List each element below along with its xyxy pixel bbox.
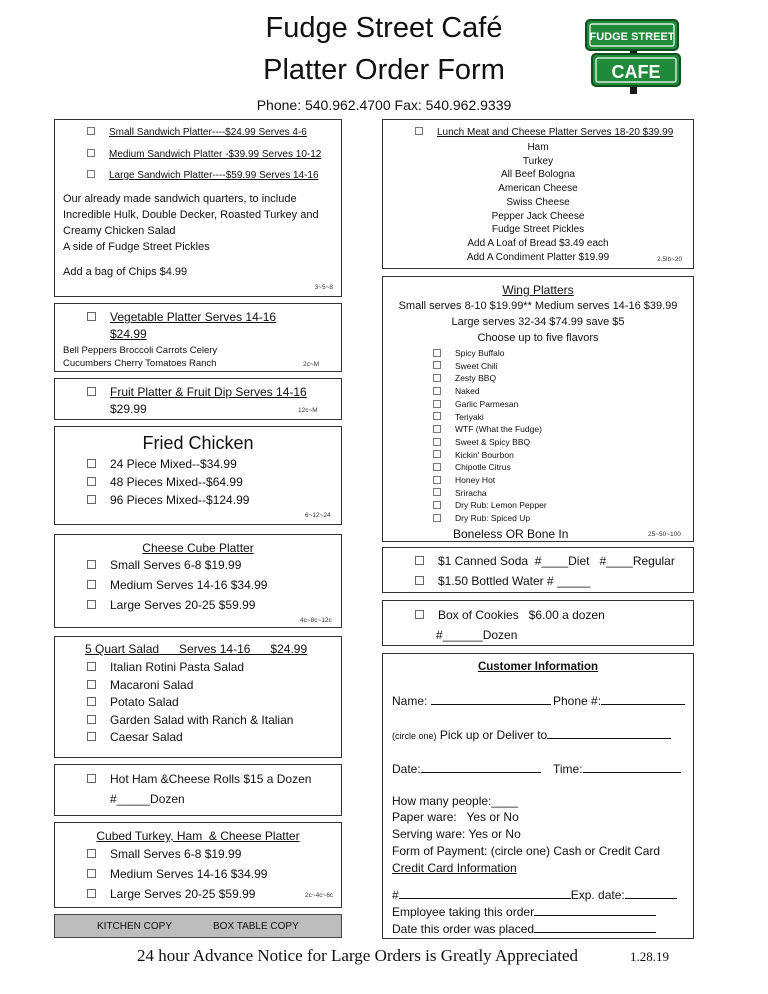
vegetable-contents-2: Cucumbers Cherry Tomatoes Ranch: [63, 358, 217, 369]
fruit-platter-box: [54, 378, 342, 420]
lunch-meat-box: [382, 119, 694, 269]
checkbox[interactable]: [433, 361, 441, 369]
box-table-copy-label: BOX TABLE COPY: [213, 921, 299, 932]
checkbox[interactable]: [87, 715, 96, 724]
checkbox[interactable]: [87, 849, 96, 858]
wings-flavor-note: Choose up to five flavors: [477, 332, 599, 344]
salad-title: 5 Quart Salad Serves 14-16 $24.99: [85, 642, 308, 656]
date-field[interactable]: Date:: [392, 760, 541, 776]
chicken-option[interactable]: 96 Pieces Mixed--$124.99: [87, 493, 249, 507]
fruit-title[interactable]: Fruit Platter & Fruit Dip Serves 14-16: [87, 385, 307, 399]
people-count-field[interactable]: How many people:____: [392, 794, 519, 808]
cheese-option[interactable]: Large Serves 20-25 $59.99: [87, 598, 255, 612]
cookies-option[interactable]: Box of Cookies $6.00 a dozen: [415, 608, 605, 622]
prep-code: 25~50~100: [648, 531, 681, 538]
flavor-option[interactable]: WTF (What the Fudge): [433, 423, 547, 436]
flavor-option[interactable]: Sweet & Spicy BBQ: [433, 436, 547, 449]
cookies-box: [382, 600, 694, 646]
fruit-price: $29.99: [110, 402, 147, 416]
sandwich-platter-box: [54, 119, 342, 297]
vegetable-contents-1: Bell Peppers Broccoli Carrots Celery: [63, 345, 218, 356]
salad-option[interactable]: Garden Salad with Ranch & Italian: [87, 713, 293, 727]
checkbox[interactable]: [87, 459, 96, 468]
lunch-meat-title[interactable]: Lunch Meat and Cheese Platter Serves 18-20 $39.99: [415, 127, 673, 138]
wings-sizes-1: Small serves 8-10 $19.99** Medium serves 14-16 $39.99: [398, 300, 678, 312]
checkbox[interactable]: [415, 127, 423, 135]
checkbox[interactable]: [433, 501, 441, 509]
salad-option[interactable]: Italian Rotini Pasta Salad: [87, 660, 244, 674]
prep-code: 3~5~8: [314, 284, 333, 291]
flavor-option[interactable]: Dry Rub: Lemon Pepper: [433, 499, 547, 512]
chips-addon: Add a bag of Chips $4.99: [63, 266, 188, 278]
boneless-option: Boneless OR Bone In: [453, 527, 569, 541]
time-field[interactable]: Time:: [553, 760, 681, 776]
turkey-option[interactable]: Large Serves 20-25 $59.99: [87, 887, 255, 901]
checkbox[interactable]: [433, 374, 441, 382]
vegetable-platter-box: [54, 303, 342, 372]
card-number-field[interactable]: # Exp. date:: [392, 886, 677, 902]
checkbox[interactable]: [433, 463, 441, 471]
checkbox[interactable]: [87, 732, 96, 741]
logo-text-bottom: CAFE: [611, 62, 661, 82]
drinks-box: [382, 547, 694, 593]
checkbox[interactable]: [87, 697, 96, 706]
customer-info-box: [382, 653, 694, 939]
checkbox[interactable]: [415, 610, 424, 619]
flavor-option[interactable]: Teriyaki: [433, 411, 547, 424]
sandwich-large[interactable]: Large Sandwich Platter----$59.99 Serves 14-16: [87, 170, 319, 181]
flavor-option[interactable]: Spicy Buffalo: [433, 347, 547, 360]
payment-field[interactable]: Form of Payment: (circle one) Cash or Credit Card: [392, 844, 661, 858]
flavor-option[interactable]: Kickin' Bourbon: [433, 449, 547, 462]
checkbox[interactable]: [87, 600, 96, 609]
checkbox[interactable]: [433, 488, 441, 496]
checkbox[interactable]: [433, 425, 441, 433]
checkbox[interactable]: [433, 476, 441, 484]
wings-sizes-2: Large serves 32-34 $74.99 save $5: [451, 316, 625, 328]
pickup-deliver-field[interactable]: (circle one) Pick up or Deliver to: [392, 726, 671, 742]
turkey-option[interactable]: Medium Serves 14-16 $34.99: [87, 867, 267, 881]
checkbox[interactable]: [415, 556, 424, 565]
flavor-option[interactable]: Sweet Chili: [433, 360, 547, 373]
flavor-option[interactable]: Zesty BBQ: [433, 372, 547, 385]
cheese-title: Cheese Cube Platter: [142, 541, 254, 555]
checkbox[interactable]: [87, 495, 96, 504]
salad-option[interactable]: Macaroni Salad: [87, 678, 193, 692]
flavor-option[interactable]: Garlic Parmesan: [433, 398, 547, 411]
checkbox[interactable]: [433, 349, 441, 357]
kitchen-copy-label: KITCHEN COPY: [97, 921, 173, 932]
chicken-option[interactable]: 48 Pieces Mixed--$64.99: [87, 475, 243, 489]
salad-box: [54, 636, 342, 758]
prep-code: 6~12~24: [305, 512, 331, 519]
turkey-title: Cubed Turkey, Ham & Cheese Platter: [96, 829, 300, 843]
checkbox[interactable]: [415, 576, 424, 585]
employee-field[interactable]: Employee taking this order: [392, 903, 656, 919]
checkbox[interactable]: [433, 412, 441, 420]
checkbox[interactable]: [87, 889, 96, 898]
turkey-platter-box: [54, 822, 342, 908]
flavor-option[interactable]: Chipotle Citrus: [433, 461, 547, 474]
lunch-meat-items: Ham Turkey All Beef Bologna American Cheese Swiss Cheese Pepper Jack Cheese Fudge Street Pickles Add A Loaf of Bread $3.49 each Add A Condiment Platter $19.99: [466, 142, 610, 263]
checkbox[interactable]: [87, 580, 96, 589]
sandwich-medium[interactable]: Medium Sandwich Platter -$39.99 Serves 10-12: [87, 149, 321, 160]
prep-code: 12c~M: [298, 407, 318, 414]
wings-title: Wing Platters: [502, 283, 574, 297]
checkbox[interactable]: [87, 312, 96, 321]
rolls-quantity[interactable]: #_____Dozen: [110, 792, 185, 806]
checkbox[interactable]: [433, 450, 441, 458]
prep-code: 4c~8c~12c: [300, 617, 332, 624]
soda-option[interactable]: $1 Canned Soda #____Diet #____Regular: [415, 554, 675, 568]
checkbox[interactable]: [87, 170, 95, 178]
rolls-box: [54, 764, 342, 816]
order-placed-field[interactable]: Date this order was placed: [392, 920, 656, 936]
checkbox[interactable]: [87, 477, 96, 486]
cheese-cube-box: [54, 534, 342, 628]
checkbox[interactable]: [433, 387, 441, 395]
title-line1: Fudge Street Café: [265, 12, 503, 44]
checkbox[interactable]: [87, 662, 96, 671]
phone-fax: Phone: 540.962.4700 Fax: 540.962.9339: [256, 97, 512, 113]
checkbox[interactable]: [87, 127, 95, 135]
title-line2: Platter Order Form: [263, 54, 505, 86]
salad-option[interactable]: Caesar Salad: [87, 730, 183, 744]
checkbox[interactable]: [87, 560, 96, 569]
wing-platters-box: [382, 276, 694, 542]
form-date: 1.28.19: [630, 949, 669, 964]
chicken-option[interactable]: 24 Piece Mixed--$34.99: [87, 457, 237, 471]
checkbox[interactable]: [433, 438, 441, 446]
paper-ware-field[interactable]: Paper ware: Yes or No: [392, 810, 519, 824]
sandwich-description: Our already made sandwich quarters, to include Incredible Hulk, Double Decker, Roasted Turkey and Creamy Chicken Salad A side of Fudge Street Pickles: [63, 193, 319, 253]
serving-ware-field[interactable]: Serving ware: Yes or No: [392, 827, 521, 841]
checkbox[interactable]: [87, 149, 95, 157]
prep-code: 2.5lb~20: [657, 256, 683, 263]
prep-code: 2c~4c~6c: [305, 892, 334, 899]
customer-info-title: Customer Information: [477, 661, 599, 673]
advance-notice: 24 hour Advance Notice for Large Orders is Greatly Appreciated: [137, 946, 579, 965]
checkbox[interactable]: [87, 387, 96, 396]
flavor-option[interactable]: Naked: [433, 385, 547, 398]
cookies-quantity[interactable]: #______Dozen: [436, 628, 518, 642]
turkey-option[interactable]: Small Serves 6-8 $19.99: [87, 847, 241, 861]
cheese-option[interactable]: Medium Serves 14-16 $34.99: [87, 578, 267, 592]
logo-text-top: FUDGE STREET: [589, 31, 675, 43]
checkbox[interactable]: [433, 514, 441, 522]
wing-flavor-list: [433, 347, 547, 525]
salad-option[interactable]: Potato Salad: [87, 695, 179, 709]
prep-code: 2c~M: [303, 361, 320, 368]
fried-chicken-box: [54, 426, 342, 525]
fudge-street-logo: [582, 14, 686, 96]
rolls-title[interactable]: Hot Ham &Cheese Rolls $15 a Dozen: [87, 772, 311, 786]
fried-chicken-title: Fried Chicken: [142, 433, 254, 453]
checkbox[interactable]: [433, 400, 441, 408]
credit-card-label: Credit Card Information: [392, 861, 517, 875]
phone-field[interactable]: Phone #:: [553, 692, 685, 708]
vegetable-title[interactable]: Vegetable Platter Serves 14-16: [87, 310, 276, 324]
sandwich-small[interactable]: Small Sandwich Platter----$24.99 Serves 4-6: [87, 127, 307, 138]
checkbox[interactable]: [87, 774, 96, 783]
vegetable-price: $24.99: [110, 327, 147, 341]
checkbox[interactable]: [87, 869, 96, 878]
name-field[interactable]: Name:: [392, 692, 551, 708]
copy-bar: [54, 914, 342, 938]
flavor-option[interactable]: Dry Rub: Spiced Up: [433, 512, 547, 525]
water-option[interactable]: $1.50 Bottled Water # _____: [415, 574, 590, 588]
checkbox[interactable]: [87, 680, 96, 689]
flavor-option[interactable]: Sriracha: [433, 487, 547, 500]
cheese-option[interactable]: Small Serves 6-8 $19.99: [87, 558, 241, 572]
flavor-option[interactable]: Honey Hot: [433, 474, 547, 487]
